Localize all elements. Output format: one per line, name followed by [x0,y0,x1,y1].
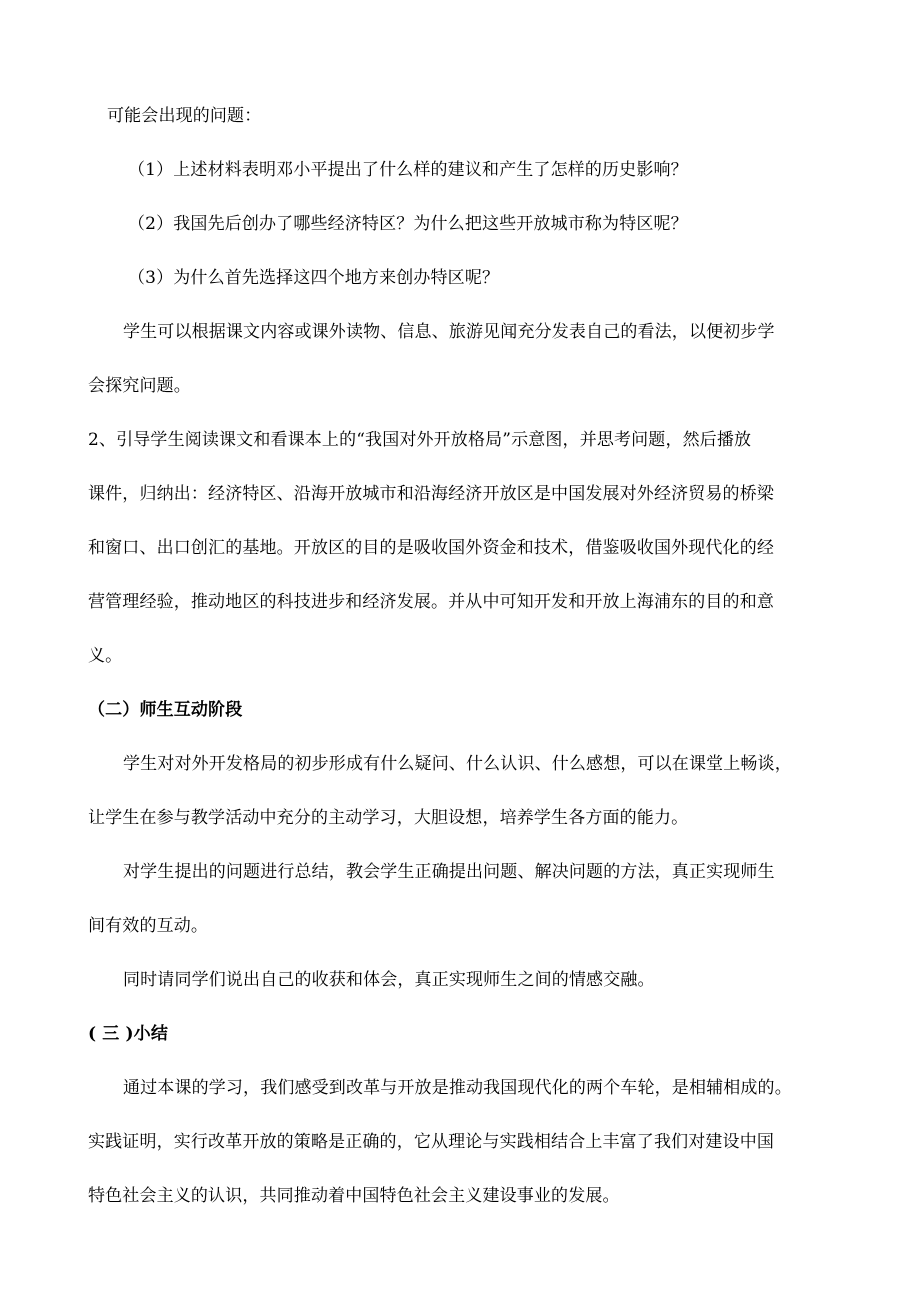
interaction-paragraph-line-1: 学生对对外开发格局的初步形成有什么疑问、什么认识、什么感想，可以在课堂上畅谈， [123,754,792,774]
conclusion-paragraph-line-2: 实践证明，实行改革开放的策略是正确的，它从理论与实践相结合上丰富了我们对建设中国 [88,1132,774,1152]
guide-paragraph-line-5: 义。 [88,646,123,666]
summary-paragraph-line-2: 间有效的互动。 [88,916,209,936]
section-2-heading: （二）师生互动阶段 [88,700,243,720]
possible-questions-label: 可能会出现的问题： [107,106,262,126]
question-2: （2）我国先后创办了哪些经济特区？为什么把这些开放城市称为特区呢？ [128,214,688,234]
conclusion-paragraph-line-1: 通过本课的学习，我们感受到改革与开放是推动我国现代化的两个车轮，是相辅相成的。 [123,1078,792,1098]
section-3-heading: ( 三 )小结 [88,1024,168,1044]
student-paragraph-line-2: 会探究问题。 [88,376,191,396]
guide-paragraph-line-3: 和窗口、出口创汇的基地。开放区的目的是吸收国外资金和技术，借鉴吸收国外现代化的经 [88,538,774,558]
guide-paragraph-line-2: 课件，归纳出：经济特区、沿海开放城市和沿海经济开放区是中国发展对外经济贸易的桥梁 [88,484,774,504]
interaction-paragraph-line-2: 让学生在参与教学活动中充分的主动学习，大胆设想，培养学生各方面的能力。 [88,808,689,828]
share-paragraph: 同时请同学们说出自己的收获和体会，真正实现师生之间的情感交融。 [123,970,655,990]
student-paragraph-line-1: 学生可以根据课文内容或课外读物、信息、旅游见闻充分发表自己的看法，以便初步学 [123,322,775,342]
question-3: （3）为什么首先选择这四个地方来创办特区呢？ [128,268,500,288]
conclusion-paragraph-line-3: 特色社会主义的认识，共同推动着中国特色社会主义建设事业的发展。 [88,1186,620,1206]
question-1: （1）上述材料表明邓小平提出了什么样的建议和产生了怎样的历史影响？ [128,160,688,180]
guide-paragraph-line-4: 营管理经验，推动地区的科技进步和经济发展。并从中可知开发和开放上海浦东的目的和意 [88,592,774,612]
guide-paragraph-line-1: 2、引导学生阅读课文和看课本上的“我国对外开放格局”示意图，并思考问题，然后播放 [88,430,752,450]
summary-paragraph-line-1: 对学生提出的问题进行总结，教会学生正确提出问题、解决问题的方法，真正实现师生 [123,862,775,882]
